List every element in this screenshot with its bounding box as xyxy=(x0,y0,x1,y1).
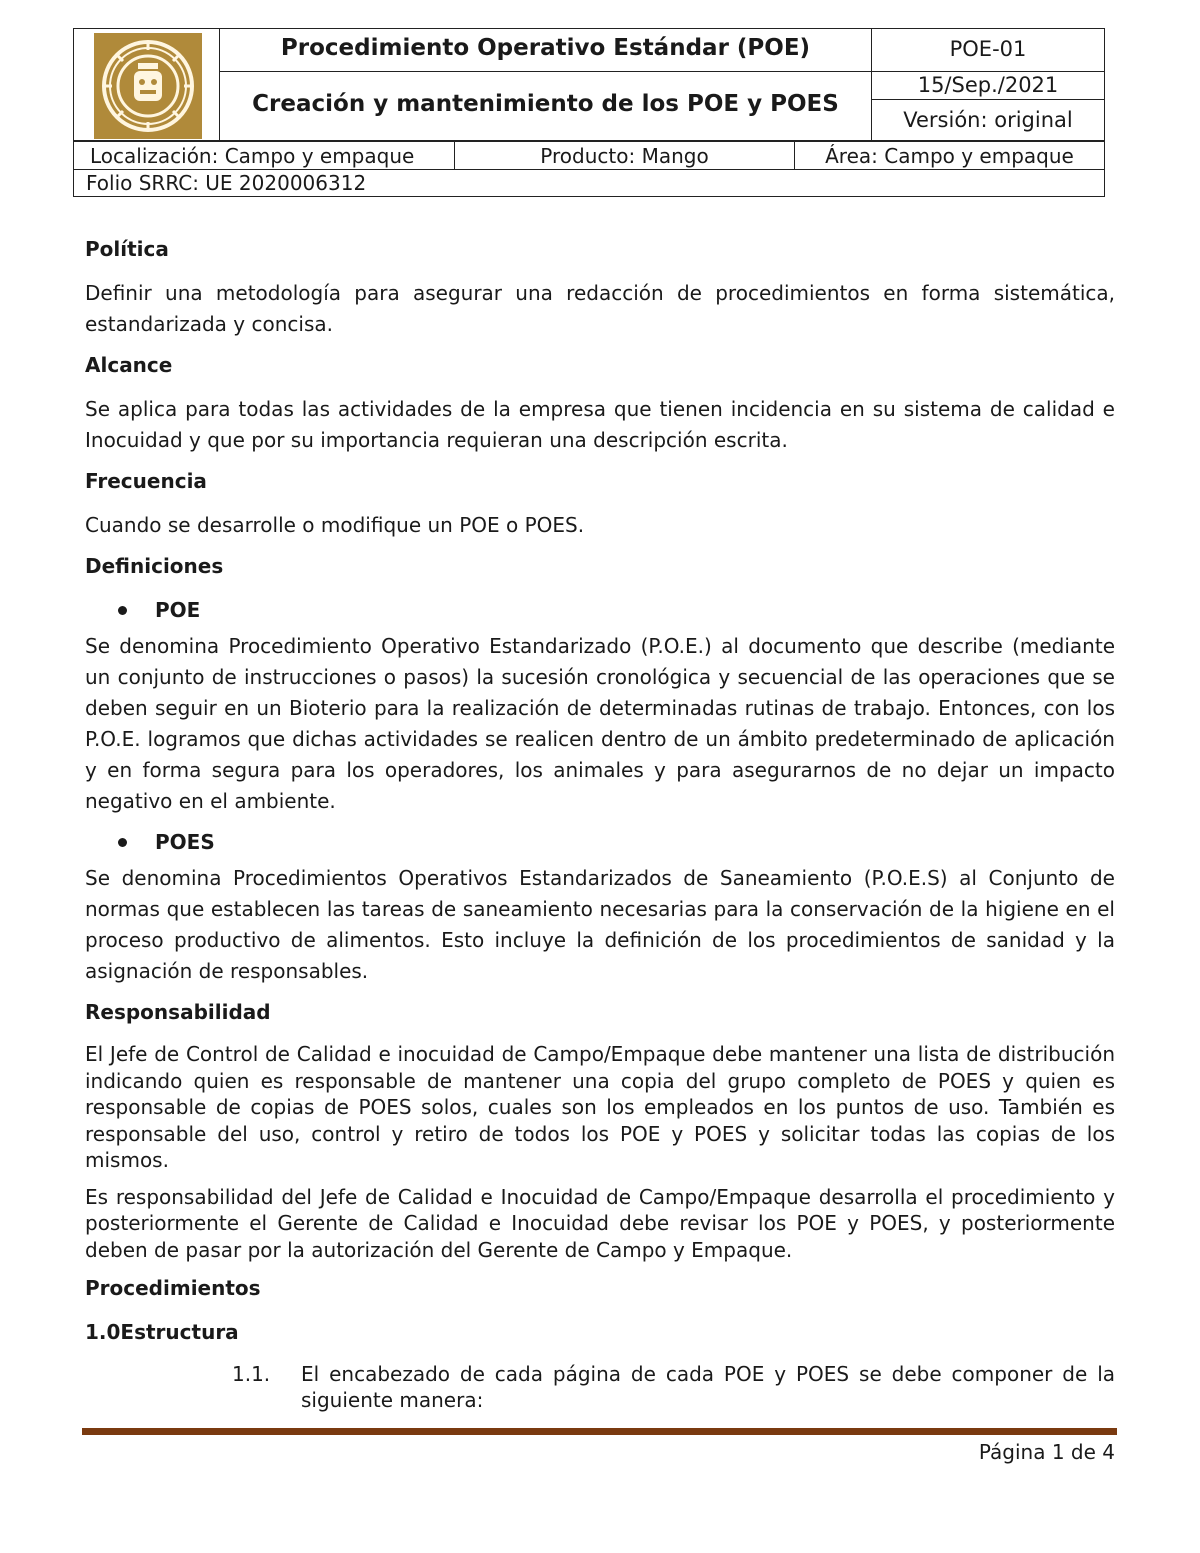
section-heading-estructura: 1.0Estructura xyxy=(85,1320,239,1344)
title-cell xyxy=(219,28,872,141)
section-heading-frecuencia: Frecuencia xyxy=(85,469,207,493)
document-body xyxy=(85,234,1115,1413)
area-field: Área: Campo y empaque xyxy=(825,144,1074,168)
alcance-text: Se aplica para todas las actividades de la empresa que tienen incidencia en su sistema de calidad e Inocuidad y que por su importancia requieran una descripción escrita. xyxy=(85,397,1115,452)
section-heading-procedimientos: Procedimientos xyxy=(85,1276,261,1300)
document-subtitle: Creación y mantenimiento de los POE y POES xyxy=(252,91,839,117)
product-field: Producto: Mango xyxy=(454,142,795,169)
bullet-poe xyxy=(85,595,1115,625)
numbered-item-1-1 xyxy=(85,1361,1115,1413)
bullet-dot-icon xyxy=(118,838,127,847)
item-number: 1.1. xyxy=(232,1362,271,1386)
document-code: POE-01 xyxy=(949,37,1027,61)
page-number: Página 1 de 4 xyxy=(978,1440,1115,1464)
logo-cell xyxy=(73,28,220,141)
section-heading-definiciones: Definiciones xyxy=(85,554,224,578)
meta-cell xyxy=(871,28,1105,141)
responsabilidad-paragraph-2: Es responsabilidad del Jefe de Calidad e Inocuidad de Campo/Empaque desarrolla el procedimiento y posteriormente el Gerente de Calidad e Inocuidad debe revisar los POE y POES, y posteriormente deben de pasar por la autorización del Gerente de Campo y Empaque. xyxy=(85,1184,1115,1262)
politica-text: Definir una metodología para asegurar una redacción de procedimientos en forma sistemática, estandarizada y concisa. xyxy=(85,281,1115,336)
folio-row xyxy=(73,169,1105,197)
company-seal-logo xyxy=(94,33,202,139)
section-heading-politica: Política xyxy=(85,237,169,261)
document-title: Procedimiento Operativo Estándar (POE) xyxy=(280,35,811,61)
bullet-poe-label: POE xyxy=(155,598,201,622)
responsabilidad-paragraph-1: El Jefe de Control de Calidad e inocuidad de Campo/Empaque debe mantener una lista de distribución indicando quien es responsable de mantener una copia del grupo completo de POES y quien es responsable de copias de POES solos, cuales son los empleados en los puntos de uso. También es responsable del uso, control y retiro de todos los POE y POES y solicitar todas las copias de los mismos. xyxy=(85,1042,1115,1172)
folio-field: Folio SRRC: UE 2020006312 xyxy=(86,171,367,195)
document-header xyxy=(73,28,1105,197)
section-heading-responsabilidad: Responsabilidad xyxy=(85,1000,271,1024)
bullet-dot-icon xyxy=(118,606,127,615)
frecuencia-text: Cuando se desarrolle o modifique un POE o POES. xyxy=(85,513,585,537)
section-heading-alcance: Alcance xyxy=(85,353,173,377)
bullet-poes xyxy=(85,827,1115,857)
info-row xyxy=(73,141,1105,170)
bullet-poes-label: POES xyxy=(155,830,215,854)
item-text: El encabezado de cada página de cada POE y POES se debe componer de la siguiente manera: xyxy=(301,1362,1115,1412)
poes-definition-text: Se denomina Procedimientos Operativos Estandarizados de Saneamiento (P.O.E.S) al Conjunto de normas que establecen las tareas de saneamiento necesarias para la conservación de la higiene en el proceso productivo de alimentos. Esto incluye la definición de los procedimientos de sanidad y la asignación de responsables. xyxy=(85,866,1115,983)
location-field: Localización: Campo y empaque xyxy=(90,144,415,168)
document-date: 15/Sep./2021 xyxy=(917,73,1059,97)
footer-divider xyxy=(82,1428,1117,1435)
seal-icon xyxy=(94,33,202,139)
document-version: Versión: original xyxy=(903,108,1073,132)
poe-definition-text: Se denomina Procedimiento Operativo Estandarizado (P.O.E.) al documento que describe (mediante un conjunto de instrucciones o pasos) la sucesión cronológica y secuencial de las operaciones que se deben seguir en un Bioterio para la realización de determinadas rutinas de trabajo. Entonces, con los P.O.E. logramos que dichas actividades se realicen dentro de un ámbito predeterminado de aplicación y en forma segura para los operadores, los animales y para asegurarnos de no dejar un impacto negativo en el ambiente. xyxy=(85,634,1115,813)
